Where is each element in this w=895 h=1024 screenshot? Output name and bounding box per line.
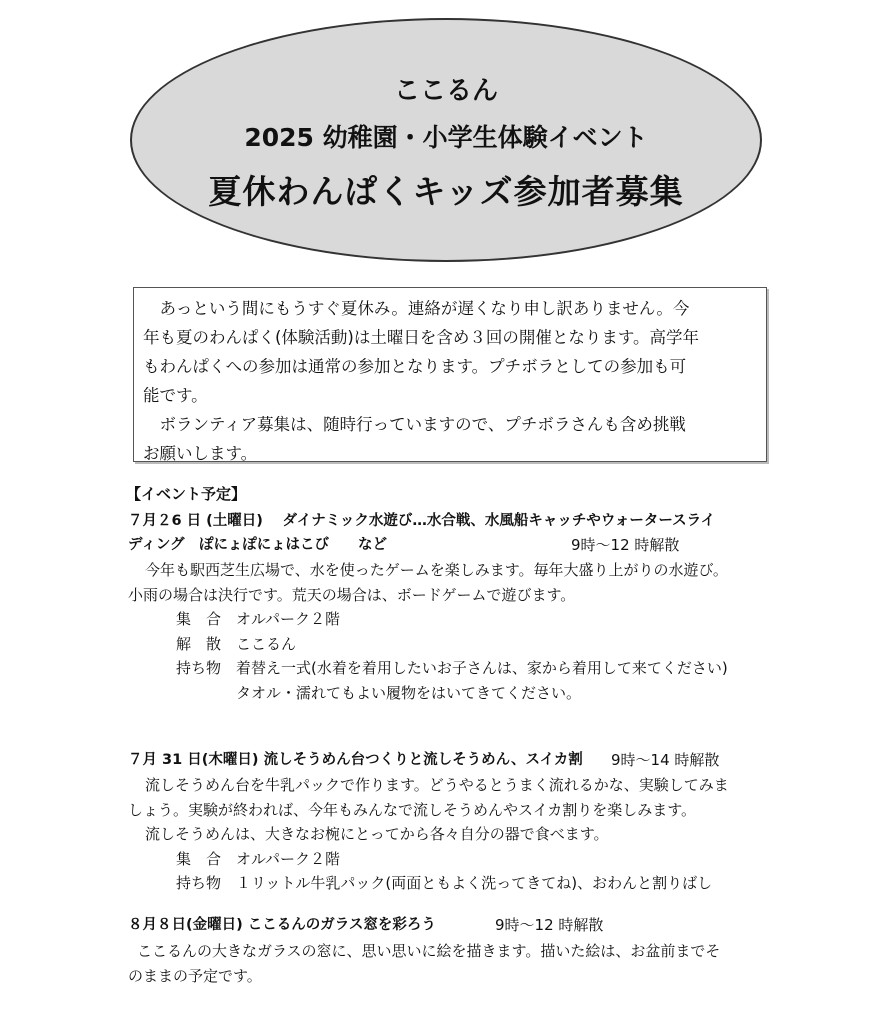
event3-title: ８月８日(金曜日) ここるんのガラス窓を彩ろう — [128, 917, 436, 933]
gather-label: 集 合 — [176, 850, 222, 868]
event1-bring — [176, 658, 728, 678]
event3-desc: ここるんの大きなガラスの窓に、思い思いに絵を描きます。描いた絵は、お盆前までそ — [137, 942, 721, 960]
gather-value: オルパーク２階 — [236, 610, 340, 628]
notice-box — [133, 287, 767, 462]
page-title: 夏休わんぱくキッズ参加者募集 — [208, 172, 684, 211]
event1-desc: 今年も駅西芝生広場で、水を使ったゲームを楽しみます。毎年大盛り上がりの水遊び。 — [145, 561, 728, 579]
notice-line: 能です。 — [143, 386, 208, 405]
notice-line: ボランティア募集は、随時行っていますので、プチボラさんも含め挑戦 — [159, 415, 686, 434]
event2-desc: 流しそうめん台を牛乳パックで作ります。どうやるとうまく流れるかな、実験してみま — [145, 776, 729, 794]
event2-desc: しょう。実験が終われば、今年もみんなで流しそうめんやスイカ割りを楽しみます。 — [128, 801, 697, 819]
event1-desc: 小雨の場合は決行です。荒天の場合は、ボードゲームで遊びます。 — [128, 586, 576, 604]
event2-desc: 流しそうめんは、大きなお椀にとってから各々自分の器で食べます。 — [145, 825, 609, 843]
dismiss-label: 解 散 — [176, 635, 222, 653]
org-name: ここるん — [393, 76, 498, 106]
event-subtitle: 2025 幼稚園・小学生体験イベント — [244, 123, 648, 152]
event1-dismiss — [176, 634, 296, 654]
event1-bring-cont: タオル・濡れてもよい履物をはいてきてください。 — [236, 684, 582, 702]
event2-gather — [176, 849, 340, 869]
event3-desc: のままの予定です。 — [128, 967, 262, 985]
event2-title: ７月 31 日(木曜日) 流しそうめん台つくりと流しそうめん、スイカ割 — [128, 752, 583, 768]
notice-line: 年も夏のわんぱく(体験活動)は土曜日を含め３回の開催となります。高学年 — [143, 328, 700, 347]
event1-title-cont: ディング ぽにょぽにょはこび など — [128, 537, 387, 553]
event2-time: 9時～14 時解散 — [611, 751, 720, 769]
event3-time: 9時～12 時解散 — [495, 916, 604, 934]
event1-gather — [176, 609, 340, 629]
bring-label: 持ち物 — [176, 659, 222, 677]
gather-label: 集 合 — [176, 610, 222, 628]
schedule-heading: 【イベント予定】 — [126, 485, 247, 503]
event1-time: 9時～12 時解散 — [571, 536, 680, 554]
notice-line: お願いします。 — [143, 444, 258, 463]
notice-line: もわんぱくへの参加は通常の参加となります。プチボラとしての参加も可 — [143, 357, 687, 376]
bring-label: 持ち物 — [176, 874, 222, 892]
gather-value: オルパーク２階 — [236, 850, 340, 868]
dismiss-value: ここるん — [236, 635, 297, 653]
event2-bring — [176, 873, 712, 893]
bring-value: 着替え一式(水着を着用したいお子さんは、家から着用して来てください) — [236, 659, 728, 677]
event1-title: ７月２6 日 (土曜日) ダイナミック水遊び…水合戦、水風船キャッチやウォータースライ — [128, 513, 716, 529]
bring-value: １リットル牛乳パック(両面ともよく洗ってきてね)、おわんと割りばし — [236, 874, 713, 892]
title-banner — [130, 18, 762, 262]
notice-line: あっという間にもうすぐ夏休み。連絡が遅くなり申し訳ありません。今 — [159, 299, 690, 318]
